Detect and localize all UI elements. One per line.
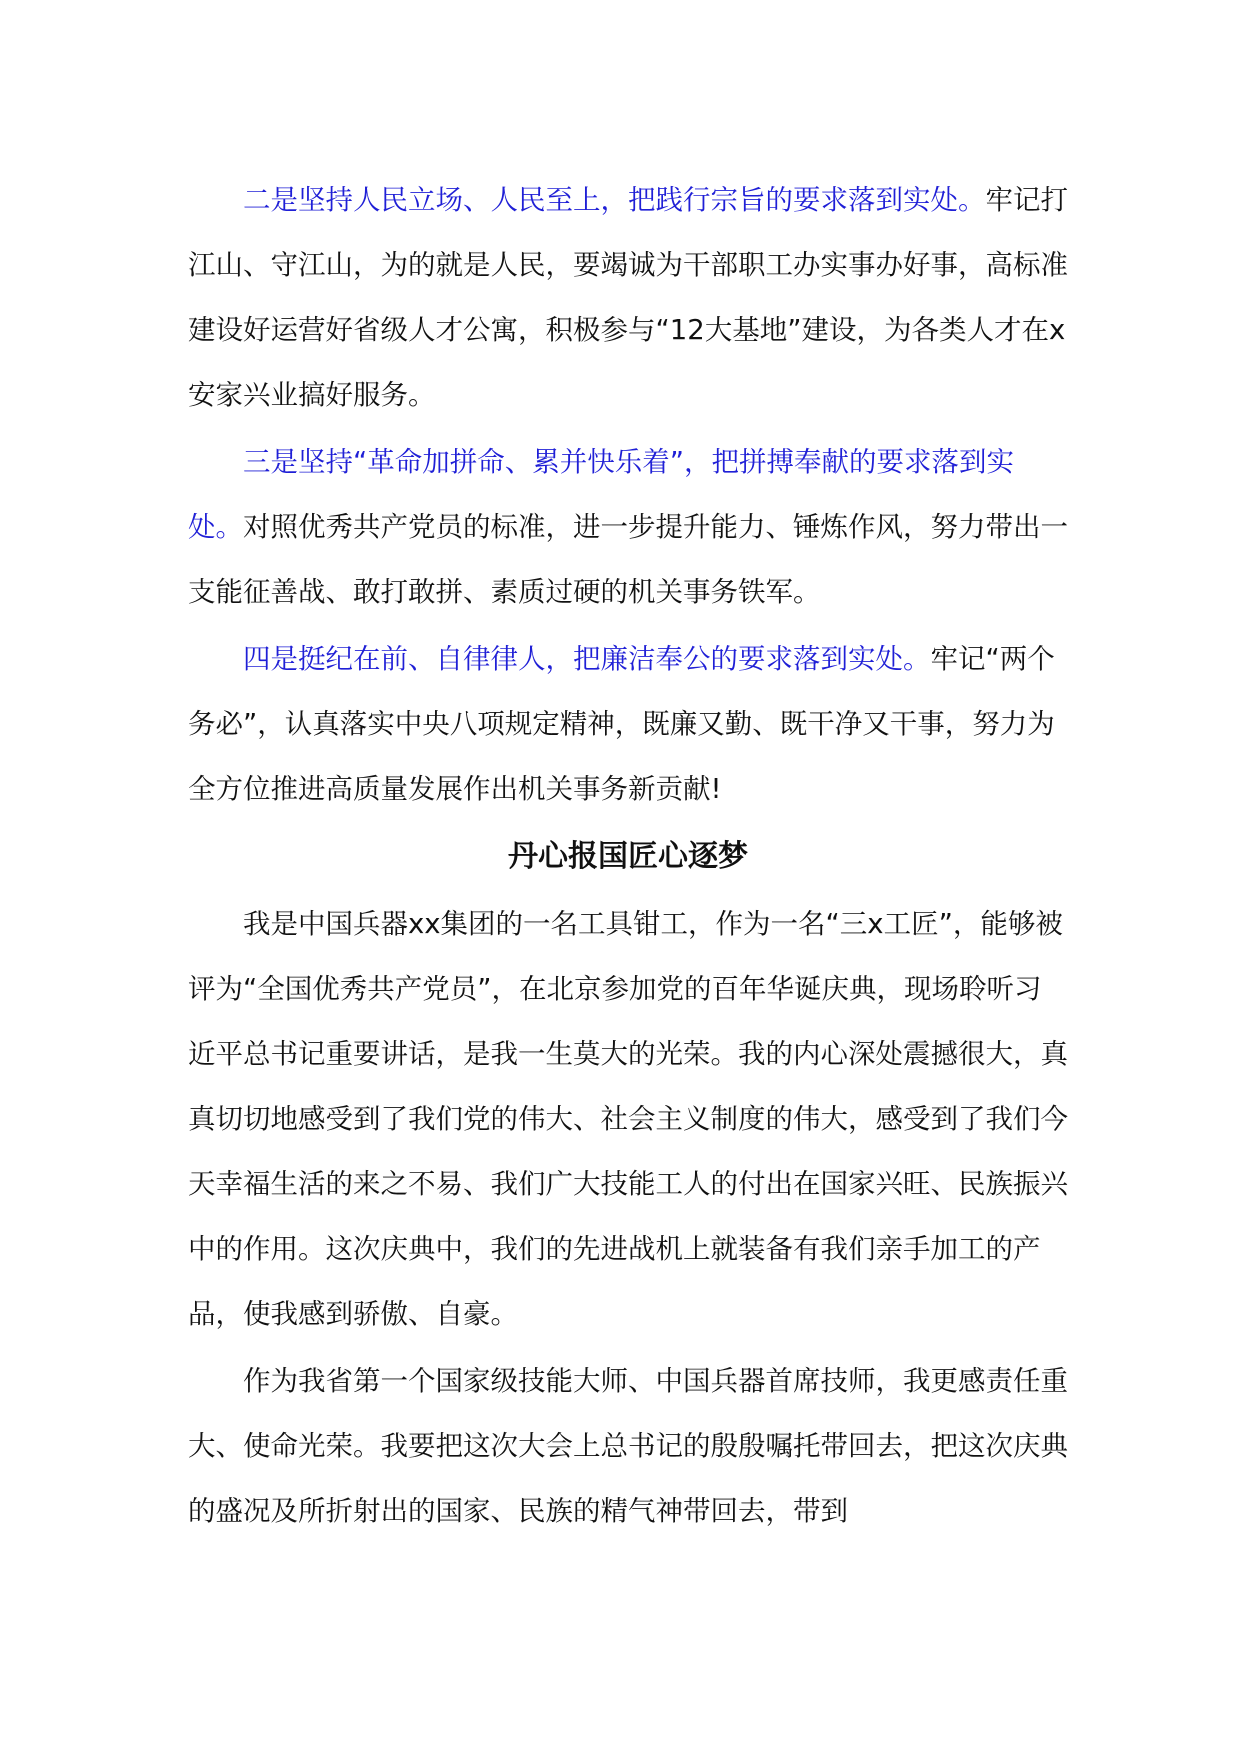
paragraph-point-four xyxy=(188,627,1068,822)
section-title: 丹心报国匠心逐梦 xyxy=(508,839,748,874)
paragraph-point-three xyxy=(188,430,1068,625)
paragraph-body: 牢记打江山、守江山，为的就是人民，要竭诚为干部职工办实事办好事，高标准建设好运营好省级人才公寓，积极参与“12大基地”建设，为各类人才在x安家兴业搞好服务。 xyxy=(188,184,1068,411)
paragraph-speech-two xyxy=(188,1349,1068,1544)
paragraph-lead: 三是坚持“革命加拼命、累并快乐着”，把拼搏奉献的要求落到实处。 xyxy=(188,446,1014,543)
paragraph-body: 我是中国兵器xx集团的一名工具钳工，作为一名“三x工匠”，能够被评为“全国优秀共产党员”，在北京参加党的百年华诞庆典，现场聆听习近平总书记重要讲话，是我一生莫大的光荣。我的内心深处震撼很大，真真切切地感受到了我们党的伟大、社会主义制度的伟大，感受到了我们今天幸福生活的来之不易、我们广大技能工人的付出在国家兴旺、民族振兴中的作用。这次庆典中，我们的先进战机上就装备有我们亲手加工的产品，使我感到骄傲、自豪。 xyxy=(188,908,1068,1330)
paragraph-body: 牢记“两个务必”，认真落实中央八项规定精神，既廉又勤、既干净又干事，努力为全方位推进高质量发展作出机关事务新贡献! xyxy=(188,643,1055,805)
paragraph-body: 作为我省第一个国家级技能大师、中国兵器首席技师，我更感责任重大、使命光荣。我要把这次大会上总书记的殷殷嘱托带回去，把这次庆典的盛况及所折射出的国家、民族的精气神带回去，带到 xyxy=(188,1365,1068,1527)
paragraph-point-two xyxy=(188,168,1068,428)
paragraph-body: 对照优秀共产党员的标准，进一步提升能力、锤炼作风，努力带出一支能征善战、敢打敢拼、素质过硬的机关事务铁军。 xyxy=(188,511,1068,608)
paragraph-lead: 四是挺纪在前、自律律人，把廉洁奉公的要求落到实处。 xyxy=(243,643,931,675)
paragraph-speech-one xyxy=(188,892,1068,1347)
paragraph-lead: 二是坚持人民立场、人民至上，把践行宗旨的要求落到实处。 xyxy=(243,184,986,216)
document-page xyxy=(188,170,1068,1546)
